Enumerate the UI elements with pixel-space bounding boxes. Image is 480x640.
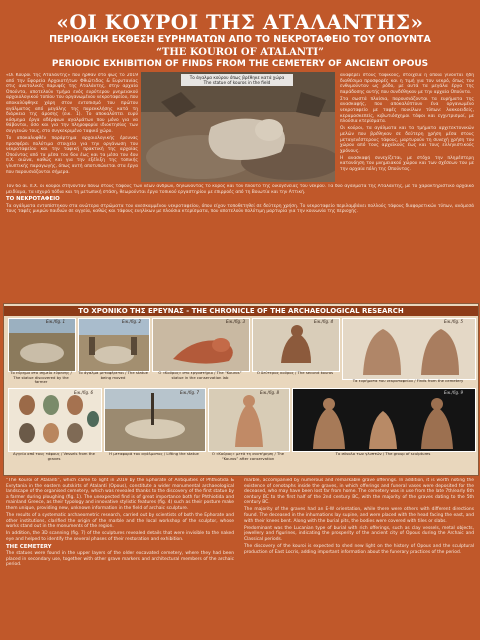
chronicle-photo-5: [342, 318, 476, 380]
right-paragraph-2: Στα σωστά πλαίσια, παρουσιάζονται τα ευρήματα της ανασκαφής, που αποκαλύπτουν ένα οργανωμένο νεκροταφείο με ταφές ποικίλων τύπων: λακκοειδείς, κεραμοσκεπείς, κιβωτιόσχημοι τάφοι και εγχυτρισμοί, με πλούσια κτερίσματα.: [340, 96, 474, 125]
cemetery-heading-english: THE CEMETERY: [6, 543, 52, 550]
chronicle-photo-3: [152, 318, 250, 372]
kouros-field-photo: [141, 72, 335, 182]
chronicle-photo-4: [252, 318, 340, 372]
chronicle-photo-1: [8, 318, 76, 372]
poster-title-greek: «ΟΙ ΚΟΥΡΟΙ ΤΗΣ ΑΤΑΛΑΝΤΗΣ»: [56, 10, 424, 34]
field-photo-caption: [181, 74, 293, 86]
poster-subtitle-english: PERIODIC EXHIBITION OF FINDS FROM THE CEMETERY OF ANCIENT OPOUS: [51, 59, 429, 69]
chronicle-caption-5: Τα ευρήματα του νεκροταφείου / Finds from the cemetery: [352, 378, 464, 383]
field-photo-caption-english: The statue of kouros in the field: [203, 80, 271, 85]
middle-text-greek: [6, 184, 474, 300]
english-paragraph-2: The results of a systematic archaeometric research, carried out by scientists of both the Ephorate and other institutions, clarified the origin of the marble and the local workshop of the sculptor, whose works stand out in the monuments of the region.: [6, 513, 234, 530]
intro-paragraph-2: Το αποκαλυφθέν παράρτημα αρχαιολογικής έρευνας προσφέρει πολύτιμα στοιχεία για την οργάνωση του νεκροταφείου και την ταφική πρακτική της αρχαίας Οπούντας από τα μέσα του 6ου έως και τα μέσα του 4ου π.Χ. αιώνα, καθώς και για την εξέλιξη της τοπικής γλυπτικής παραγωγής, όπως αυτή αποτυπώνεται στα έργα που παρουσιάζονται σήμερα.: [6, 136, 138, 175]
figure-label-5: Εικ./fig. 5: [444, 319, 464, 324]
english-paragraph-6: The majority of the graves had an E-W orientation, while there were others with different directions found. The deceased in the inhumations lay supine, and were placed with the head facing the east, and with their knees bent. Along with the burial pits, the bodies were covered with tiles or slabs.: [244, 507, 474, 524]
intro-text-greek: [6, 73, 138, 181]
chronicle-photo-6: [8, 388, 102, 452]
english-paragraph-7: Predominant was the Lucanian type of burial with rich offerings, such as clay vessels, metal objects, jewellery and figurines, indicating the prosperity of the ancient city of Opous during the Archaic and Classical periods.: [244, 525, 474, 542]
chronicle-photo-8: [208, 388, 290, 452]
poster-subtitle-greek: ΠΕΡΙΟΔΙΚΗ ΕΚΘΕΣΗ ΕΥΡΗΜΑΤΩΝ ΑΠΟ ΤΟ ΝΕΚΡΟΤΑΦΕΙΟ ΤΟΥ ΟΠΟΥΝΤΑ: [49, 34, 431, 45]
right-paragraph-4: Η ανασκαφή συνεχίζεται, με στόχο την πληρέστερη κατανόηση του μνημειακού χώρου και των σχέσεων του με την αρχαία πόλη της Οπούντας.: [340, 155, 474, 172]
poster-title-english: “THE KOUROI OF ATALANTI”: [156, 47, 324, 58]
cemetery-heading-greek: ΤΟ ΝΕΚΡΟΤΑΦΕΙΟ: [6, 196, 60, 203]
field-photo-caption-greek: Το άγαλμα κούρου όπως βρέθηκε κατά χώρα: [189, 75, 285, 80]
chronicle-title: ΤΟ ΧΡΟΝΙΚΟ ΤΗΣ ΕΡΕΥΝΑΣ - THE CHRONICLE OF THE ARCHAEOLOGICAL RESEARCH: [4, 306, 478, 316]
right-paragraph-3: Οι κούροι, τα αγάλματα και τα τμήματα αρχιτεκτονικών μελών που βρέθηκαν σε δεύτερη χρήση μέσα στους μεταγενέστερους τάφους, μαρτυρούν τη συνεχή χρήση του χώρου από τους αρχαϊκούς έως και τους ελληνιστικούς χρόνους.: [340, 126, 474, 154]
right-text-greek: [340, 73, 474, 181]
chronicle-caption-2: Το άγαλμα μεταφέρεται / The statue being moved: [78, 370, 148, 380]
figure-label-1: Εικ./fig. 1: [46, 319, 66, 324]
english-paragraph-8: The discovery of the kouroi is expected to shed new light on the history of Opous and the sculptural production of East Locris, adding important information about the funerary practices of the period.: [244, 544, 474, 555]
chronicle-caption-1: Το εύρημα στο σημείο εύρεσης / The statue discovered by the farmer: [10, 370, 72, 385]
english-paragraph-1: “The Kouroi of Atalanti”, which came to light in 2019 by the Ephorate of Antiquities of Phthiotida & Evrytania in the eastern outskirts of Atalanti (Opous), constitute a wider monumental archaeological landscape of the organised cemetery, which was revealed thanks to the discovery of the first statue by a farmer during ploughing (fig. 1). The unexpected find is of great importance both for Phthiotida and mainland Greece, as their typology and innovative stylistic features (fig. 4) such as their posture make them unique, providing new, unknown information in the field of archaic sculpture.: [6, 478, 234, 511]
middle-paragraph-2: Τα αγάλματα εντοπίστηκαν στα ανώτερα στρώματα του ανεσκαμμένου νεκροταφείου, όπου είχαν τοποθετηθεί σε δεύτερη χρήση. Το νεκροταφείο περιλαμβάνει πολλούς τάφους διαφορετικών τύπων, ανάμεσά τους ταφές μικρών παιδιών σε αγγεία, καθώς και τάφους ενηλίκων με πλούσια κτερίσματα, που αποτελούν πολύτιμη μαρτυρία για την κοινωνία της περιοχής.: [6, 203, 474, 215]
figure-label-2: Εικ./fig. 2: [122, 319, 142, 324]
research-chronicle-panel: [3, 303, 479, 476]
english-paragraph-3: In addition, the 3D scanning (fig. 7) of the sculptures revealed details that were invisible to the naked eye and helped to identify the several phases of their restoration and exhibition.: [6, 531, 234, 542]
middle-paragraph-1: Τον 6ο αι. π.Χ. οι κούροι στήνονταν πάνω στους τάφους των νέων ανδρών, δηλώνοντας το κύρος και τον πλούτο της οικογένειας του νεκρού. Τα δύο αγάλματα της Αταλάντης, με το χαρακτηριστικό αρχαϊκό μειδίαμα, τα ισχυρά πόδια και τη μετωπική στάση, θεωρούνται έργα τοπικού εργαστηρίου με επιρροές από τη Βοιωτία και την Αττική.: [6, 184, 474, 195]
chronicle-caption-6: Αγγεία από τους τάφους / Vessels from the graves: [13, 451, 95, 461]
english-paragraph-5: marble, accompanied by numerous and remarkable grave offerings. In addition, it is worth noting the existence of cenotaphs inside the graves, in which offerings and funeral vases were deposited for the deceased, who may have been lost far from home. The cemetery was in use from the late 7th/early 6th century BC to the first half of the 2nd century BC, with the majority of the graves dating to the 5th century BC.: [244, 478, 474, 506]
intro-paragraph-1: «Οι Κούροι της Αταλάντης» που ήρθαν στο φως το 2019 από την Εφορεία Αρχαιοτήτων Φθιώτιδας & Ευρυτανίας στις ανατολικές παρυφές της Αταλάντης, στην αρχαία Οπούντα, αποτελούν τμήμα ενός ευρύτερου μνημειακού αρχαιολογικού τοπίου του οργανωμένου νεκροταφείου, που αποκαλύφθηκε χάρη στον εντοπισμό του πρώτου αγάλματος από μεγάλης της παρεκκλήσης κατά τη διάρκεια της άροσης (εικ. 1). Το αποκαλύπτει ευρύ κόσμημα έργα αδέρφιων αγαλμάτων που μόνο για να θάβονται, όσο και για την πληροφορία ιδιοκτησίας των συγγενών τους, στο συγκεκριμένο ταφικό χώρο.: [6, 73, 138, 134]
figure-label-3: Εικ./fig. 3: [226, 319, 246, 324]
english-text-left: [6, 478, 234, 636]
figure-label-9: Εικ./fig. 9: [444, 390, 464, 395]
figure-label-6: Εικ./fig. 6: [74, 390, 94, 395]
chronicle-photo-2: [78, 318, 150, 372]
figure-label-8: Εικ./fig. 8: [260, 390, 280, 395]
english-paragraph-4: The statues were found in the upper layers of the older excavated cemetery, where they had been placed in secondary use, together with other grave markers and architectural members of the archaic period.: [6, 551, 234, 568]
english-text-right: [244, 478, 474, 636]
figure-label-7: Εικ./fig. 7: [180, 390, 200, 395]
chronicle-caption-4: Ο δεύτερος κούρος / The second kouros: [256, 370, 334, 375]
chronicle-photo-9: [292, 388, 476, 452]
chronicle-photo-7: [104, 388, 206, 452]
figure-label-4: Εικ./fig. 4: [314, 319, 334, 324]
chronicle-caption-9: Το σύνολο των γλυπτών / The group of sculptures: [335, 451, 431, 456]
chronicle-caption-8: Ο «Κούρος» μετά τη συντήρηση / The “Kouros” after conservation: [211, 451, 285, 461]
chronicle-caption-3: Ο «Κούρος» στο εργαστήριο / The “Kouros” statue in the conservation lab: [158, 370, 242, 380]
right-paragraph-1: αναφέρει στους ταφικούς, στοιχεία η οποία γίνονται ήδη διαθέσιμα προσφορές και η τιμή για τον νεκρό, όπως τον ενθυμούνταν ως ρόδο, με αυτά τα μεγάλα έργα της παράδοσης αυτής που συνδέθηκαν με την αρχαία Οπούντα.: [340, 73, 474, 95]
chronicle-caption-7: Η μεταφορά του αγάλματος / Lifting the statue: [109, 451, 199, 456]
